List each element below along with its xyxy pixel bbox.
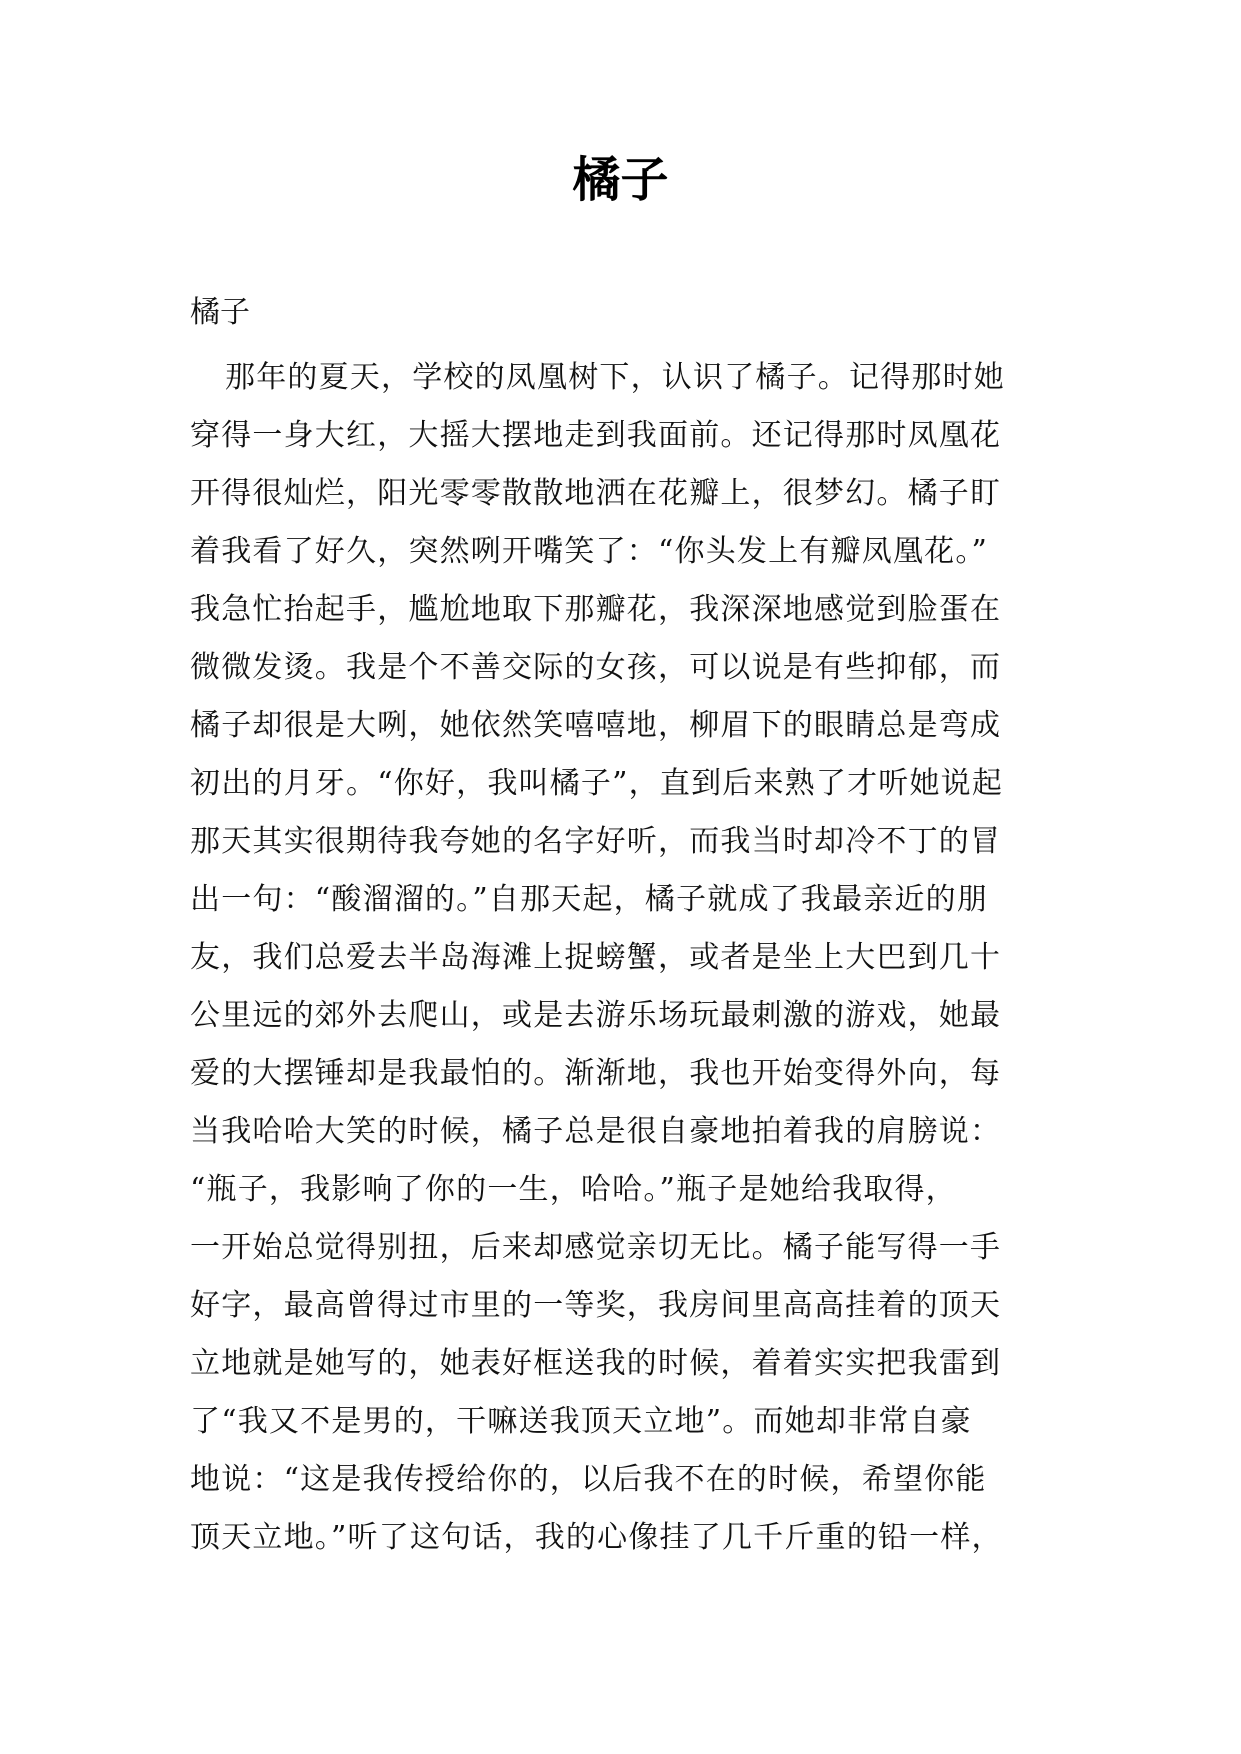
body-line: 那天其实很期待我夸她的名字好听，而我当时却冷不丁的冒 <box>190 824 1002 859</box>
body-line: 顶天立地。”听了这句话，我的心像挂了几千斤重的铅一样， <box>190 1520 1003 1555</box>
body-line: 出一句：“酸溜溜的。”自那天起，橘子就成了我最亲近的朋 <box>190 882 989 917</box>
body-line: 我急忙抬起手，尴尬地取下那瓣花，我深深地感觉到脸蛋在 <box>190 592 1002 627</box>
body-line: 开得很灿烂，阳光零零散散地洒在花瓣上，很梦幻。橘子盯 <box>190 476 1002 511</box>
body-line: 那年的夏天，学校的凤凰树下，认识了橘子。记得那时她 <box>225 360 1005 395</box>
body-line: 友，我们总爱去半岛海滩上捉螃蟹，或者是坐上大巴到几十 <box>190 940 1002 975</box>
body-line: 了“我又不是男的，干嘛送我顶天立地”。而她却非常自豪 <box>190 1404 972 1439</box>
body-line: 穿得一身大红，大摇大摆地走到我面前。还记得那时凤凰花 <box>190 418 1002 453</box>
body-line: “瓶子，我影响了你的一生，哈哈。”瓶子是她给我取得， <box>190 1172 957 1207</box>
body-line: 爱的大摆锤却是我最怕的。渐渐地，我也开始变得外向，每 <box>190 1056 1002 1091</box>
body-line: 一开始总觉得别扭，后来却感觉亲切无比。橘子能写得一手 <box>190 1230 1002 1265</box>
document-title: 橘子 <box>572 152 669 208</box>
document-subtitle: 橘子 <box>190 295 250 330</box>
body-line: 当我哈哈大笑的时候，橘子总是很自豪地拍着我的肩膀说： <box>190 1114 1002 1149</box>
document-body <box>190 349 1060 1567</box>
body-line: 微微发烫。我是个不善交际的女孩，可以说是有些抑郁，而 <box>190 650 1002 685</box>
body-line: 立地就是她写的，她表好框送我的时候，着着实实把我雷到 <box>190 1346 1002 1381</box>
body-line: 公里远的郊外去爬山，或是去游乐场玩最刺激的游戏，她最 <box>190 998 1002 1033</box>
body-line: 地说：“这是我传授给你的，以后我不在的时候，希望你能 <box>190 1462 987 1497</box>
body-line: 好字，最高曾得过市里的一等奖，我房间里高高挂着的顶天 <box>190 1288 1002 1323</box>
body-line: 初出的月牙。“你好，我叫橘子”，直到后来熟了才听她说起 <box>190 766 1004 801</box>
body-line: 橘子却很是大咧，她依然笑嘻嘻地，柳眉下的眼睛总是弯成 <box>190 708 1002 743</box>
body-line: 着我看了好久，突然咧开嘴笑了：“你头发上有瓣凤凰花。” <box>190 534 989 569</box>
